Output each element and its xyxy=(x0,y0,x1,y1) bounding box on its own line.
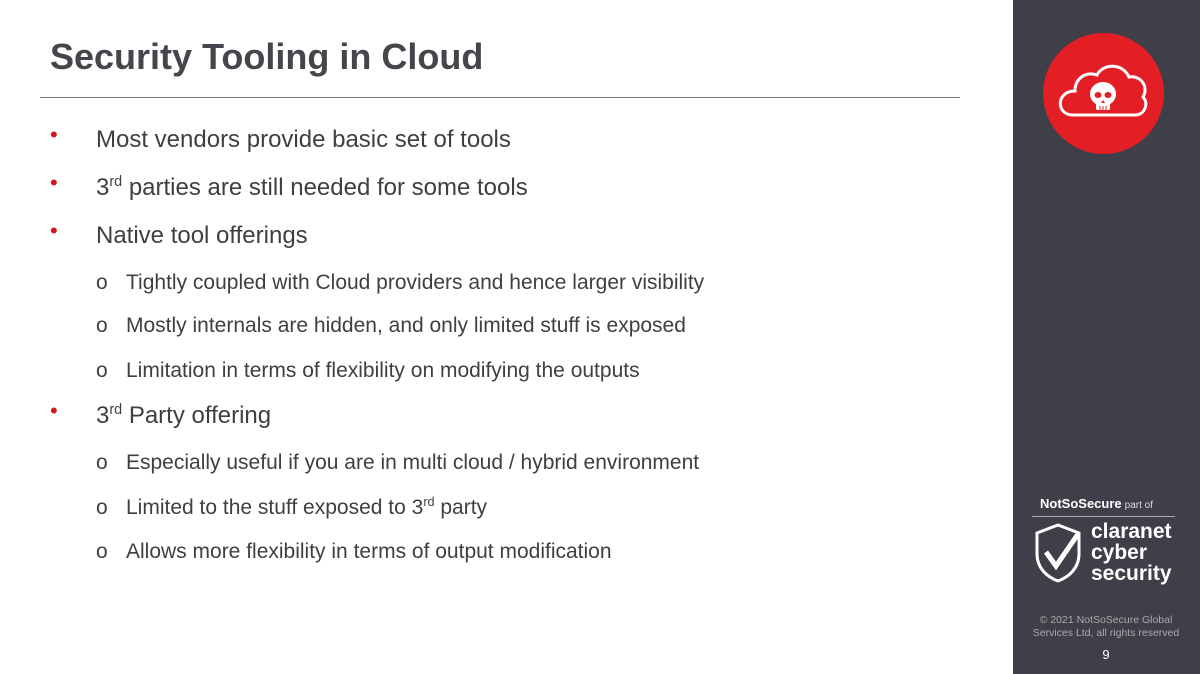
shield-check-icon xyxy=(1032,522,1084,589)
brand-line: claranet xyxy=(1091,520,1172,543)
item-text: parties are still needed for some tools xyxy=(122,174,528,201)
brand-line: cyber xyxy=(1091,541,1148,564)
list-item xyxy=(50,398,272,430)
title-divider xyxy=(40,97,960,98)
superscript: rd xyxy=(109,174,123,191)
item-text: Especially useful if you are in multi cloud / hybrid environment xyxy=(126,451,700,474)
superscript: rd xyxy=(423,495,435,510)
item-text: Limitation in terms of flexibility on modifying the outputs xyxy=(126,359,640,382)
claranet-logo-text xyxy=(1091,521,1172,584)
item-text: 3 xyxy=(96,402,110,429)
sub-bullet-icon: o xyxy=(96,540,108,563)
sub-bullet-icon: o xyxy=(96,271,108,294)
list-item xyxy=(50,170,528,202)
item-text: Native tool offerings xyxy=(96,222,308,249)
list-item xyxy=(96,359,640,383)
sub-bullet-icon: o xyxy=(96,451,108,474)
page-number: 9 xyxy=(1102,647,1110,662)
cloud-skull-logo-icon xyxy=(1043,33,1164,154)
sub-bullet-icon: o xyxy=(96,314,108,337)
list-item xyxy=(96,540,612,564)
brand-line: security xyxy=(1091,562,1172,585)
copyright: © 2021 NotSoSecure Global Services Ltd, all rights reserved xyxy=(1032,614,1180,639)
bullet-icon: • xyxy=(50,170,58,195)
item-text: 3 xyxy=(96,174,110,201)
notsosecure-brand xyxy=(1040,496,1153,511)
item-text: Most vendors provide basic set of tools xyxy=(96,126,511,153)
sidebar-divider xyxy=(1032,516,1175,517)
brand-name: NotSoSecure xyxy=(1040,496,1122,511)
item-text: Mostly internals are hidden, and only limited stuff is exposed xyxy=(126,314,686,337)
sub-bullet-icon: o xyxy=(96,496,108,519)
list-item xyxy=(96,451,700,475)
bullet-icon: • xyxy=(50,122,58,147)
slide-title: Security Tooling in Cloud xyxy=(50,36,484,77)
list-item xyxy=(96,495,488,520)
superscript: rd xyxy=(109,402,123,419)
sub-bullet-icon: o xyxy=(96,359,108,382)
list-item xyxy=(96,314,686,338)
bullet-icon: • xyxy=(50,218,58,243)
list-item xyxy=(96,271,705,295)
item-text: Party offering xyxy=(122,402,272,429)
part-of-label: part of xyxy=(1124,500,1153,511)
item-text: Allows more flexibility in terms of output modification xyxy=(126,540,612,563)
list-item xyxy=(50,122,511,154)
item-text: party xyxy=(434,496,488,519)
list-item xyxy=(50,218,308,250)
item-text: Tightly coupled with Cloud providers and hence larger visibility xyxy=(126,271,705,294)
item-text: Limited to the stuff exposed to 3 xyxy=(126,496,424,519)
bullet-icon: • xyxy=(50,398,58,423)
